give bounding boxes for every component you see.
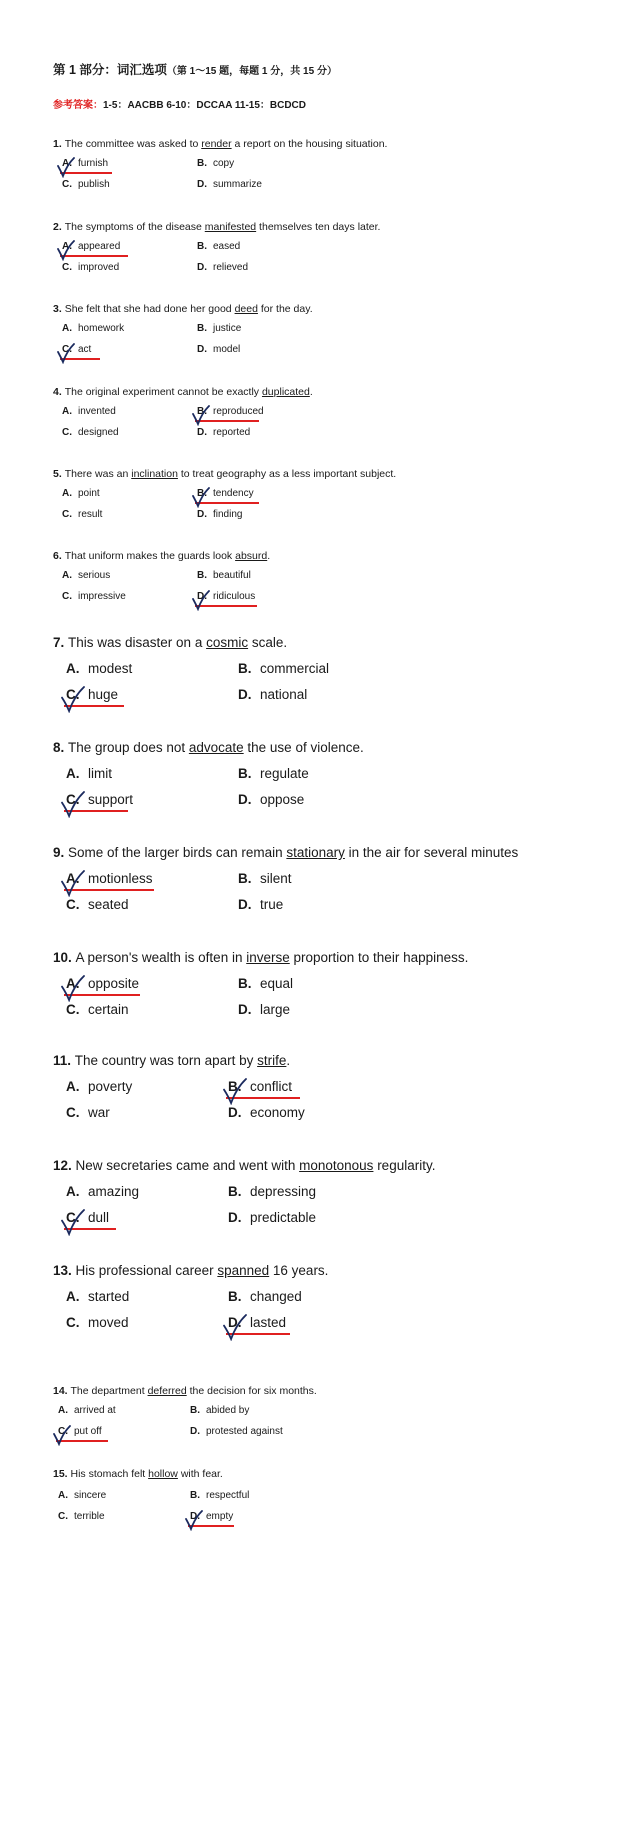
answer-underline (56, 1440, 108, 1442)
option-letter: A. (66, 766, 80, 781)
stem-text: His stomach felt (70, 1468, 149, 1480)
option-d (197, 591, 255, 602)
option-c (66, 1105, 110, 1120)
option-a (62, 488, 100, 499)
option-text: motionless (88, 871, 153, 886)
target-word: render (201, 138, 232, 150)
option-a (66, 1079, 132, 1094)
answer-underline (60, 255, 128, 257)
question-number: 2. (53, 221, 65, 233)
option-letter: C. (58, 1511, 68, 1522)
option-text: appeared (78, 241, 121, 252)
option-text: relieved (213, 262, 249, 273)
question-number: 10. (53, 950, 76, 965)
section-title (53, 60, 337, 78)
option-text: finding (213, 509, 243, 520)
option-c (62, 179, 110, 190)
stem-text: the decision for six months. (186, 1385, 317, 1397)
option-text: publish (78, 179, 110, 190)
option-text: sincere (74, 1490, 107, 1501)
stem-text: for the day. (257, 303, 313, 315)
question-stem (53, 221, 380, 233)
target-word: monotonous (299, 1158, 374, 1173)
option-letter: D. (197, 179, 207, 190)
option-text: true (260, 897, 284, 912)
option-text: regulate (260, 766, 309, 781)
option-b (238, 766, 309, 781)
question-number: 1. (53, 138, 65, 150)
option-text: respectful (206, 1490, 250, 1501)
stem-text: scale. (248, 635, 288, 650)
option-text: impressive (78, 591, 126, 602)
option-letter: A. (62, 158, 72, 169)
option-d (238, 687, 307, 702)
option-a (58, 1490, 106, 1501)
option-text: national (260, 687, 308, 702)
option-c (66, 897, 129, 912)
option-text: ridiculous (213, 591, 256, 602)
question-stem (53, 468, 396, 480)
option-text: furnish (78, 158, 109, 169)
option-b (228, 1184, 316, 1199)
option-text: conflict (250, 1079, 293, 1094)
option-b (197, 488, 254, 499)
option-d (238, 792, 304, 807)
option-text: war (88, 1105, 110, 1120)
option-letter: D. (238, 792, 252, 807)
option-letter: C. (66, 687, 80, 702)
question-number: 3. (53, 303, 65, 315)
option-letter: B. (197, 241, 207, 252)
option-letter: B. (228, 1184, 242, 1199)
option-a (58, 1405, 116, 1416)
stem-text: 16 years. (269, 1263, 329, 1278)
question-number: 12. (53, 1158, 76, 1173)
answer-underline (195, 420, 259, 422)
question-stem (53, 1053, 290, 1068)
option-text: started (88, 1289, 130, 1304)
option-c (66, 687, 118, 702)
option-a (66, 1289, 129, 1304)
option-text: reproduced (213, 406, 264, 417)
question-stem (53, 386, 313, 398)
stem-text: themselves ten days later. (256, 221, 381, 233)
option-letter: A. (62, 570, 72, 581)
stem-text: This was disaster on a (68, 635, 207, 650)
option-d (228, 1210, 316, 1225)
option-text: homework (78, 323, 125, 334)
option-text: designed (78, 427, 119, 438)
answer-underline (195, 605, 257, 607)
stem-text: The department (70, 1385, 148, 1397)
option-letter: D. (190, 1426, 200, 1437)
option-letter: C. (62, 262, 72, 273)
stem-text: with fear. (177, 1468, 223, 1480)
option-letter: A. (66, 871, 80, 886)
option-text: invented (78, 406, 116, 417)
option-letter: C. (62, 344, 72, 355)
stem-text: regularity. (373, 1158, 436, 1173)
stem-text: . (267, 550, 271, 562)
answer-underline (64, 705, 124, 707)
option-text: equal (260, 976, 294, 991)
option-b (197, 323, 241, 334)
question-stem (53, 740, 364, 755)
option-a (62, 570, 110, 581)
option-letter: D. (238, 1002, 252, 1017)
question-number: 13. (53, 1263, 76, 1278)
option-letter: B. (197, 158, 207, 169)
stem-text: That uniform makes the guards look (64, 550, 236, 562)
target-word: deed (234, 303, 258, 315)
option-text: certain (88, 1002, 129, 1017)
option-letter: B. (228, 1079, 242, 1094)
option-letter: D. (197, 509, 207, 520)
option-text: opposite (88, 976, 140, 991)
option-letter: B. (197, 323, 207, 334)
option-letter: B. (238, 976, 252, 991)
target-word: inclination (131, 468, 178, 480)
option-text: abided by (206, 1405, 250, 1416)
question-number: 8. (53, 740, 69, 755)
option-letter: B. (228, 1289, 242, 1304)
stem-text: She felt that she had done her good (64, 303, 235, 315)
option-c (66, 1315, 129, 1330)
stem-text: There was an (64, 468, 132, 480)
option-letter: A. (62, 241, 72, 252)
option-c (66, 1210, 109, 1225)
option-a (66, 661, 132, 676)
option-text: support (88, 792, 134, 807)
option-text: protested against (206, 1426, 283, 1437)
option-d (197, 509, 242, 520)
option-b (190, 1490, 249, 1501)
answer-underline (64, 889, 154, 891)
option-text: poverty (88, 1079, 133, 1094)
option-text: oppose (260, 792, 305, 807)
option-b (238, 871, 292, 886)
option-c (66, 1002, 129, 1017)
target-word: strife (257, 1053, 287, 1068)
answer-underline (64, 1228, 116, 1230)
option-d (197, 262, 248, 273)
option-text: depressing (250, 1184, 317, 1199)
stem-text: . (286, 1053, 291, 1068)
option-d (197, 427, 250, 438)
target-word: hollow (148, 1468, 178, 1480)
target-word: duplicated (261, 386, 310, 398)
stem-text: to treat geography as a less important subject. (177, 468, 397, 480)
option-b (228, 1079, 292, 1094)
option-a (66, 871, 153, 886)
option-letter: C. (62, 591, 72, 602)
option-text: commercial (260, 661, 330, 676)
stem-text: New secretaries came and went with (75, 1158, 300, 1173)
option-c (66, 792, 133, 807)
option-letter: D. (228, 1315, 242, 1330)
option-letter: A. (62, 406, 72, 417)
option-text: huge (88, 687, 119, 702)
question-number: 7. (53, 635, 69, 650)
option-text: dull (88, 1210, 110, 1225)
option-text: eased (213, 241, 241, 252)
stem-text: The symptoms of the disease (64, 221, 205, 233)
option-c (58, 1426, 102, 1437)
option-letter: C. (58, 1426, 68, 1437)
target-word: inverse (246, 950, 290, 965)
option-text: large (260, 1002, 291, 1017)
option-a (62, 406, 116, 417)
stem-text: . (309, 386, 313, 398)
option-letter: C. (66, 1315, 80, 1330)
option-letter: B. (190, 1490, 200, 1501)
question-stem (53, 1158, 435, 1173)
target-word: absurd (235, 550, 268, 562)
answer-key-text: 1-5：AACBB 6-10：DCCAA 11-15：BCDCD (103, 100, 307, 111)
option-text: point (78, 488, 100, 499)
option-a (62, 241, 120, 252)
question-stem (53, 635, 287, 650)
stem-text: A person's wealth is often in (75, 950, 247, 965)
option-letter: D. (228, 1105, 242, 1120)
answer-underline (188, 1525, 234, 1527)
option-text: limit (88, 766, 112, 781)
option-text: beautiful (213, 570, 251, 581)
option-d (238, 1002, 290, 1017)
answer-key-label: 参考答案： (53, 100, 103, 111)
question-stem (53, 550, 270, 562)
option-text: model (213, 344, 241, 355)
option-d (238, 897, 283, 912)
option-letter: D. (190, 1511, 200, 1522)
answer-underline (226, 1333, 290, 1335)
option-d (197, 344, 240, 355)
stem-text: in the air for several minutes (344, 845, 519, 860)
option-c (62, 591, 126, 602)
option-letter: A. (66, 1184, 80, 1199)
option-text: silent (260, 871, 292, 886)
stem-text: a report on the housing situation. (231, 138, 388, 150)
option-letter: A. (66, 661, 80, 676)
stem-text: The country was torn apart by (74, 1053, 258, 1068)
option-c (58, 1511, 105, 1522)
option-c (62, 427, 119, 438)
option-text: improved (78, 262, 120, 273)
option-letter: C. (62, 427, 72, 438)
option-text: terrible (74, 1511, 105, 1522)
option-letter: D. (238, 687, 252, 702)
option-letter: B. (197, 406, 207, 417)
option-letter: A. (58, 1490, 68, 1501)
option-text: arrived at (74, 1405, 116, 1416)
option-text: reported (213, 427, 251, 438)
option-text: modest (88, 661, 133, 676)
question-stem (53, 138, 387, 150)
option-letter: C. (62, 179, 72, 190)
option-text: moved (88, 1315, 129, 1330)
stem-text: His professional career (75, 1263, 218, 1278)
question-number: 5. (53, 468, 65, 480)
option-d (228, 1105, 305, 1120)
section-subtitle: （第 1～15 题，每题 1 分，共 15 分） (166, 66, 337, 77)
option-b (197, 241, 240, 252)
answer-key (53, 96, 306, 111)
option-letter: D. (197, 344, 207, 355)
question-number: 15. (53, 1468, 71, 1480)
option-letter: C. (66, 1210, 80, 1225)
option-letter: C. (66, 792, 80, 807)
target-word: manifested (204, 221, 257, 233)
option-text: tendency (213, 488, 254, 499)
option-letter: A. (66, 976, 80, 991)
option-letter: A. (66, 1289, 80, 1304)
question-number: 6. (53, 550, 65, 562)
option-letter: B. (238, 871, 252, 886)
option-letter: B. (238, 766, 252, 781)
option-text: empty (206, 1511, 234, 1522)
option-letter: C. (62, 509, 72, 520)
stem-text: Some of the larger birds can remain (68, 845, 287, 860)
question-stem (53, 845, 518, 860)
option-text: changed (250, 1289, 302, 1304)
option-letter: A. (66, 1079, 80, 1094)
answer-underline (226, 1097, 300, 1099)
option-letter: A. (58, 1405, 68, 1416)
option-d (190, 1511, 233, 1522)
option-text: put off (74, 1426, 102, 1437)
question-stem (53, 1468, 223, 1480)
option-text: act (78, 344, 92, 355)
option-text: copy (213, 158, 235, 169)
section-title-text: 第 1 部分：词汇选项 (53, 63, 167, 77)
option-b (197, 158, 234, 169)
option-a (62, 158, 108, 169)
stem-text: proportion to their happiness. (289, 950, 469, 965)
option-c (62, 262, 119, 273)
option-letter: C. (66, 897, 80, 912)
option-d (190, 1426, 283, 1437)
option-text: economy (250, 1105, 305, 1120)
question-number: 14. (53, 1385, 71, 1397)
option-b (197, 406, 264, 417)
option-letter: B. (197, 488, 207, 499)
option-b (197, 570, 251, 581)
target-word: deferred (147, 1385, 187, 1397)
option-letter: D. (197, 591, 207, 602)
question-stem (53, 950, 468, 965)
option-letter: A. (62, 488, 72, 499)
question-number: 11. (53, 1053, 75, 1068)
answer-underline (64, 994, 140, 996)
option-text: seated (88, 897, 129, 912)
question-stem (53, 1385, 317, 1397)
option-letter: D. (228, 1210, 242, 1225)
option-letter: D. (197, 262, 207, 273)
option-b (238, 976, 293, 991)
option-text: serious (78, 570, 111, 581)
answer-underline (60, 358, 100, 360)
question-stem (53, 303, 313, 315)
question-number: 4. (53, 386, 65, 398)
option-d (228, 1315, 286, 1330)
option-c (62, 509, 102, 520)
answer-underline (64, 810, 128, 812)
stem-text: the use of violence. (243, 740, 364, 755)
option-letter: C. (66, 1002, 80, 1017)
option-letter: A. (62, 323, 72, 334)
option-letter: B. (197, 570, 207, 581)
option-letter: D. (197, 427, 207, 438)
option-letter: D. (238, 897, 252, 912)
option-letter: C. (66, 1105, 80, 1120)
target-word: advocate (188, 740, 244, 755)
option-b (228, 1289, 302, 1304)
option-text: summarize (213, 179, 262, 190)
option-c (62, 344, 91, 355)
stem-text: The original experiment cannot be exactly (64, 386, 262, 398)
option-text: amazing (88, 1184, 140, 1199)
stem-text: The group does not (68, 740, 189, 755)
stem-text: The committee was asked to (64, 138, 202, 150)
answer-underline (60, 172, 112, 174)
option-b (190, 1405, 249, 1416)
option-text: result (78, 509, 103, 520)
option-text: lasted (250, 1315, 287, 1330)
question-number: 9. (53, 845, 69, 860)
option-text: predictable (250, 1210, 317, 1225)
option-letter: B. (190, 1405, 200, 1416)
target-word: spanned (217, 1263, 270, 1278)
option-a (66, 1184, 139, 1199)
option-a (66, 976, 139, 991)
question-stem (53, 1263, 328, 1278)
option-a (62, 323, 124, 334)
target-word: cosmic (206, 635, 249, 650)
option-d (197, 179, 262, 190)
option-letter: B. (238, 661, 252, 676)
answer-underline (195, 502, 259, 504)
option-b (238, 661, 329, 676)
target-word: stationary (286, 845, 345, 860)
option-a (66, 766, 112, 781)
option-text: justice (213, 323, 242, 334)
